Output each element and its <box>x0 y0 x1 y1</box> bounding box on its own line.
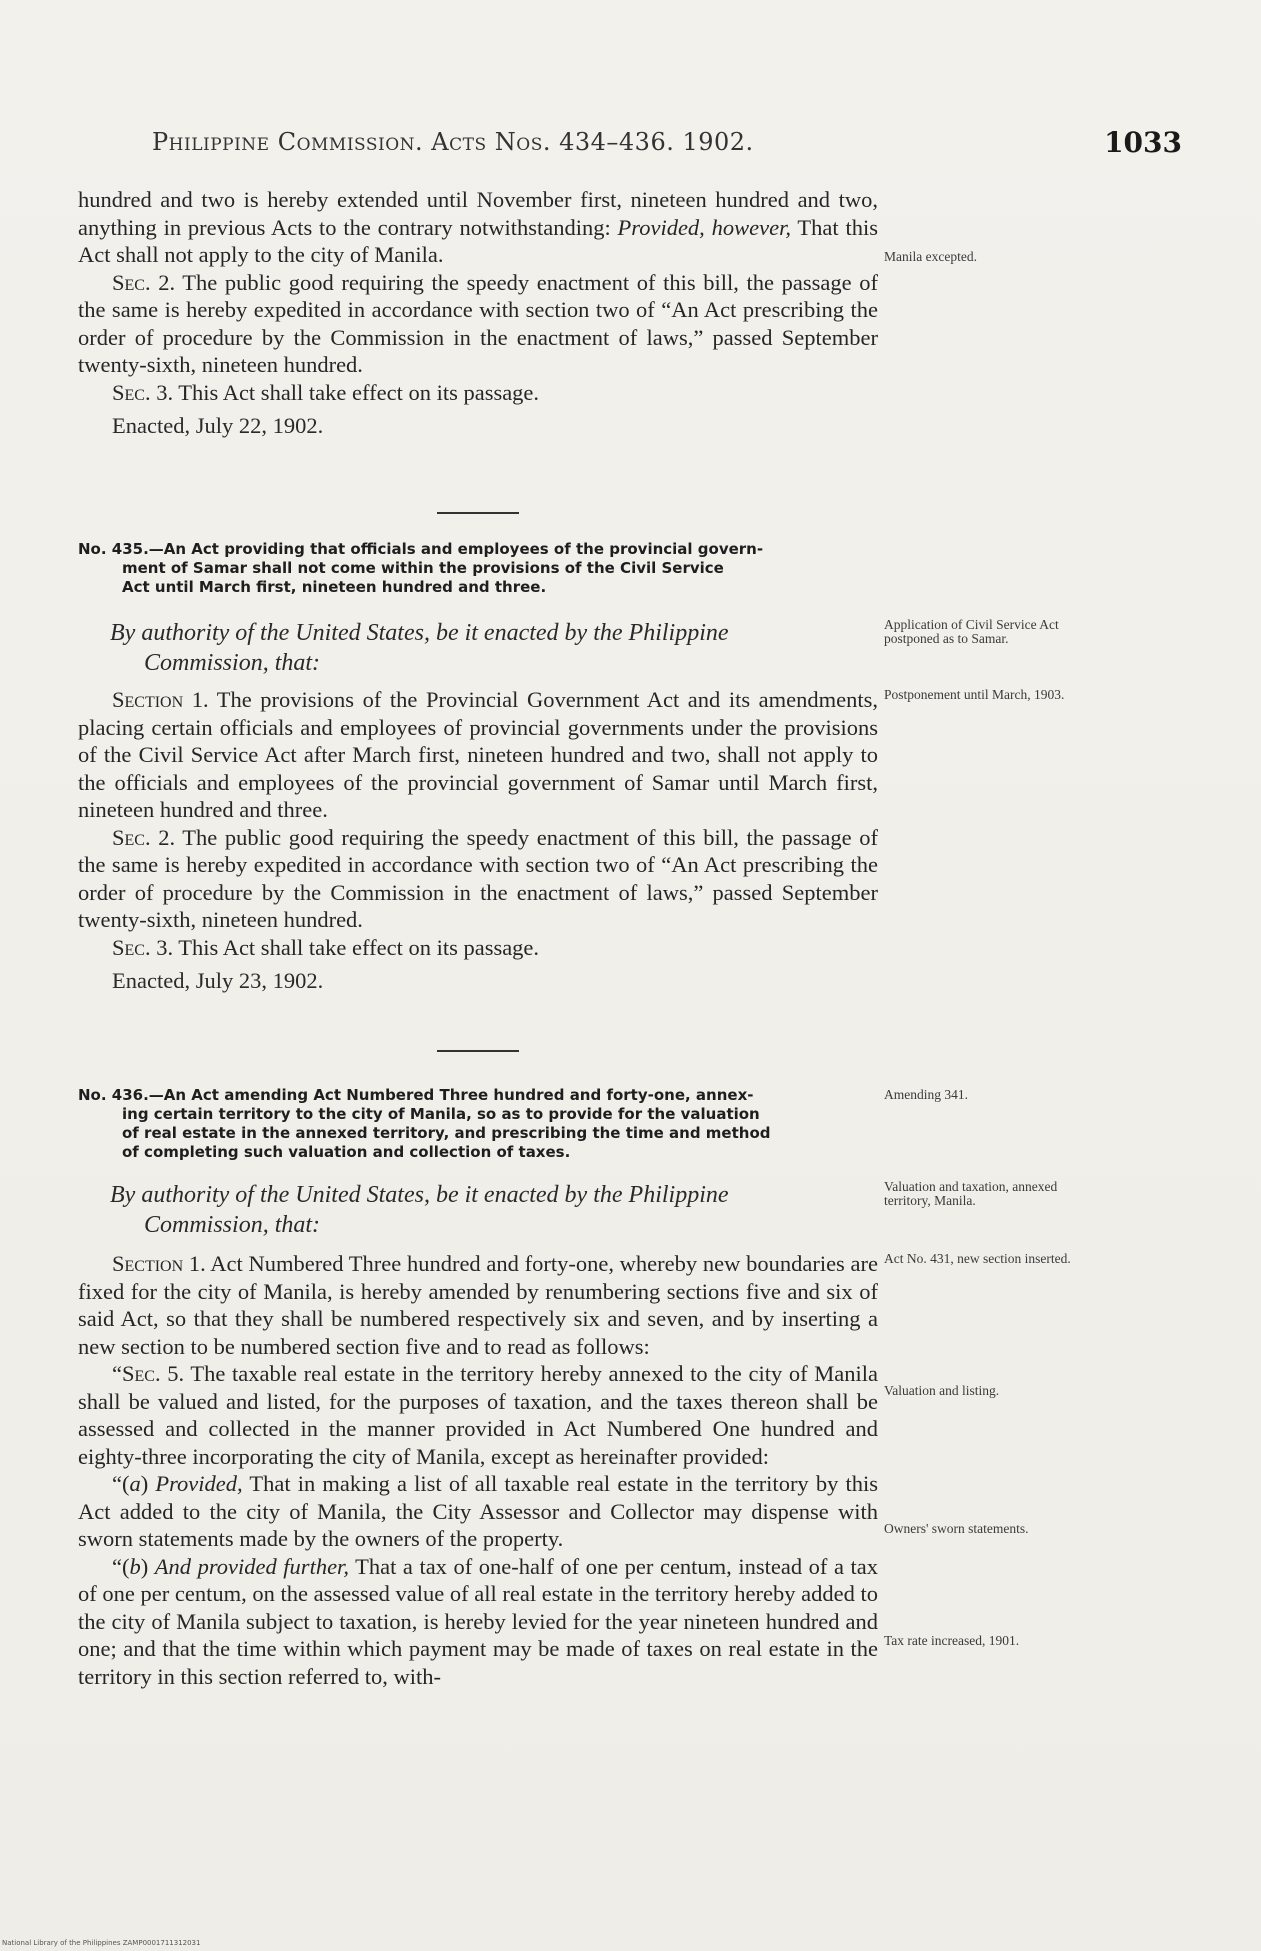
enacting-clause-line: Commission, that: <box>144 650 321 676</box>
act436-heading <box>78 1086 878 1162</box>
margin-note-valuation-listing: Valuation and listing. <box>884 1383 1000 1398</box>
heading-line: No. 436.—An Act amending Act Numbered Three hundred and forty-one, annex- <box>78 1086 754 1104</box>
margin-note-civil-service: Application of Civil Service Act postponed as to Samar. <box>884 617 1059 646</box>
section-text: This Act shall take effect on its passage. <box>173 934 540 960</box>
act435-enacted: Enacted, July 23, 1902. <box>112 968 324 993</box>
act436-body <box>78 1250 878 1690</box>
proviso-word: Provided, <box>155 1471 243 1496</box>
section-label: Section 1. <box>112 1251 206 1276</box>
section-label: Section 1. <box>112 687 209 712</box>
act434-para1 <box>78 186 878 269</box>
act434-continuation <box>78 186 878 440</box>
act435-sec1 <box>78 686 878 824</box>
act434-sec3 <box>78 379 878 407</box>
section-text: This Act shall take effect on its passage. <box>173 379 540 405</box>
margin-note-manila-excepted: Manila excepted. <box>884 249 977 264</box>
heading-line: Act until March first, nineteen hundred and three. <box>122 578 547 596</box>
act436-sec1 <box>78 1250 878 1360</box>
section-divider <box>437 1050 519 1052</box>
section-text: The provisions of the Provincial Government Act and its amendments, placing certain officials and employees of provincial governments under the provisions of the Civil Service Act after March first, nineteen hundred and two, shall not apply to the officials and employees of the provincial government of Samar until March first, nineteen hundred and three. <box>78 687 878 822</box>
act435-enacting-clause <box>110 618 878 678</box>
running-head <box>152 128 1182 168</box>
section-divider <box>437 512 519 514</box>
enacting-clause-line: Commission, that: <box>144 1212 321 1238</box>
act435-body <box>78 686 878 995</box>
margin-note-valuation-taxation: Valuation and taxation, annexed territory, Manila. <box>884 1179 1058 1208</box>
act434-enacted: Enacted, July 22, 1902. <box>112 413 324 438</box>
clause-text: That a tax of one-half of one per centum, instead of a tax of one per centum, on the assessed value of all real estate in the territory hereby added to the city of Manila subject to taxation, is hereby levied for the year nineteen hundred and one; and that the time within which payment may be made of taxes on real estate in the territory in this section referred to, with- <box>78 1553 878 1689</box>
heading-line: No. 435.—An Act providing that officials and employees of the provincial govern- <box>78 540 764 558</box>
act434-sec2 <box>78 269 878 379</box>
clause-letter: b <box>129 1553 141 1579</box>
act436-proviso-a <box>78 1470 878 1553</box>
heading-line: of completing such valuation and collection of taxes. <box>122 1143 571 1161</box>
section-label: Sec. 3. <box>112 934 174 960</box>
act435-sec2 <box>78 824 878 934</box>
clause-close: ) <box>140 1553 155 1579</box>
clause-open: “( <box>112 1471 130 1496</box>
act434-para1-end: That this Act shall not apply to the city of Manila. <box>78 214 878 267</box>
margin-note-amending: Amending 341. <box>884 1087 968 1102</box>
page-number: 1033 <box>1104 126 1182 159</box>
library-stamp: National Library of the Philippines ZAMP0001711312031 <box>2 1939 201 1947</box>
heading-line: ing certain territory to the city of Manila, so as to provide for the valuation <box>122 1105 760 1123</box>
act434-proviso: Provided, however, <box>617 214 791 240</box>
margin-note-new-section: Act No. 431, new section inserted. <box>884 1251 1071 1266</box>
section-text: The taxable real estate in the territory hereby annexed to the city of Manila shall be valued and listed, for the purposes of taxation, and the taxes thereon shall be assessed and collected in the manner provided in Act Numbered One hundred and eighty-three incorporating the city of Manila, except as hereinafter provided: <box>78 1361 879 1469</box>
section-label: Sec. 3. <box>112 379 174 405</box>
section-label: Sec. 2. <box>112 824 176 850</box>
heading-line: ment of Samar shall not come within the provisions of the Civil Service <box>122 559 724 577</box>
act436-enacting-clause <box>110 1180 878 1240</box>
enacting-clause-line: By authority of the United States, be it enacted by the Philippine <box>110 1182 729 1208</box>
section-text: Act Numbered Three hundred and forty-one, whereby new boundaries are fixed for the city of Manila, is hereby amended by renumbering sections five and six of said Act, so that they shall be numbered respectively six and seven, and by inserting a new section to be numbered section five and to read as follows: <box>78 1251 878 1359</box>
act435-heading <box>78 540 878 597</box>
clause-letter: a <box>129 1471 141 1496</box>
act435-sec3 <box>78 934 878 962</box>
clause-open: “( <box>112 1553 130 1579</box>
section-label: “Sec. 5. <box>112 1361 185 1386</box>
act436-new-sec5 <box>78 1360 878 1470</box>
enacting-clause-line: By authority of the United States, be it enacted by the Philippine <box>110 620 729 646</box>
margin-note-sworn-statements: Owners' sworn statements. <box>884 1521 1029 1536</box>
heading-line: of real estate in the annexed territory, and prescribing the time and method <box>122 1124 771 1142</box>
margin-note-tax-rate: Tax rate increased, 1901. <box>884 1633 1020 1648</box>
section-text: The public good requiring the speedy enactment of this bill, the passage of the same is hereby expedited in accordance with section two of “An Act prescribing the order of procedure by the Commission in the enactment of laws,” passed September twenty-sixth, nineteen hundred. <box>78 269 878 377</box>
clause-text: That in making a list of all taxable real estate in the territory by this Act added to the city of Manila, the City Assessor and Collector may dispense with sworn statements made by the owners of the property. <box>78 1471 878 1551</box>
running-title: Philippine Commission. Acts Nos. 434–436. 1902. <box>152 128 754 156</box>
act434-para1-text: hundred and two is hereby extended until November first, nineteen hundred and two, anything in previous Acts to the contrary notwithstanding: <box>78 187 878 240</box>
proviso-word: And provided further, <box>154 1553 349 1579</box>
section-text: The public good requiring the speedy enactment of this bill, the passage of the same is hereby expedited in accordance with section two of “An Act prescribing the order of procedure by the Commission in the enactment of laws,” passed September twenty-sixth, nineteen hundred. <box>78 824 878 932</box>
section-label: Sec. 2. <box>112 269 176 295</box>
act436-proviso-b <box>78 1553 878 1691</box>
margin-note-postponement: Postponement until March, 1903. <box>884 687 1065 702</box>
clause-close: ) <box>140 1471 156 1496</box>
